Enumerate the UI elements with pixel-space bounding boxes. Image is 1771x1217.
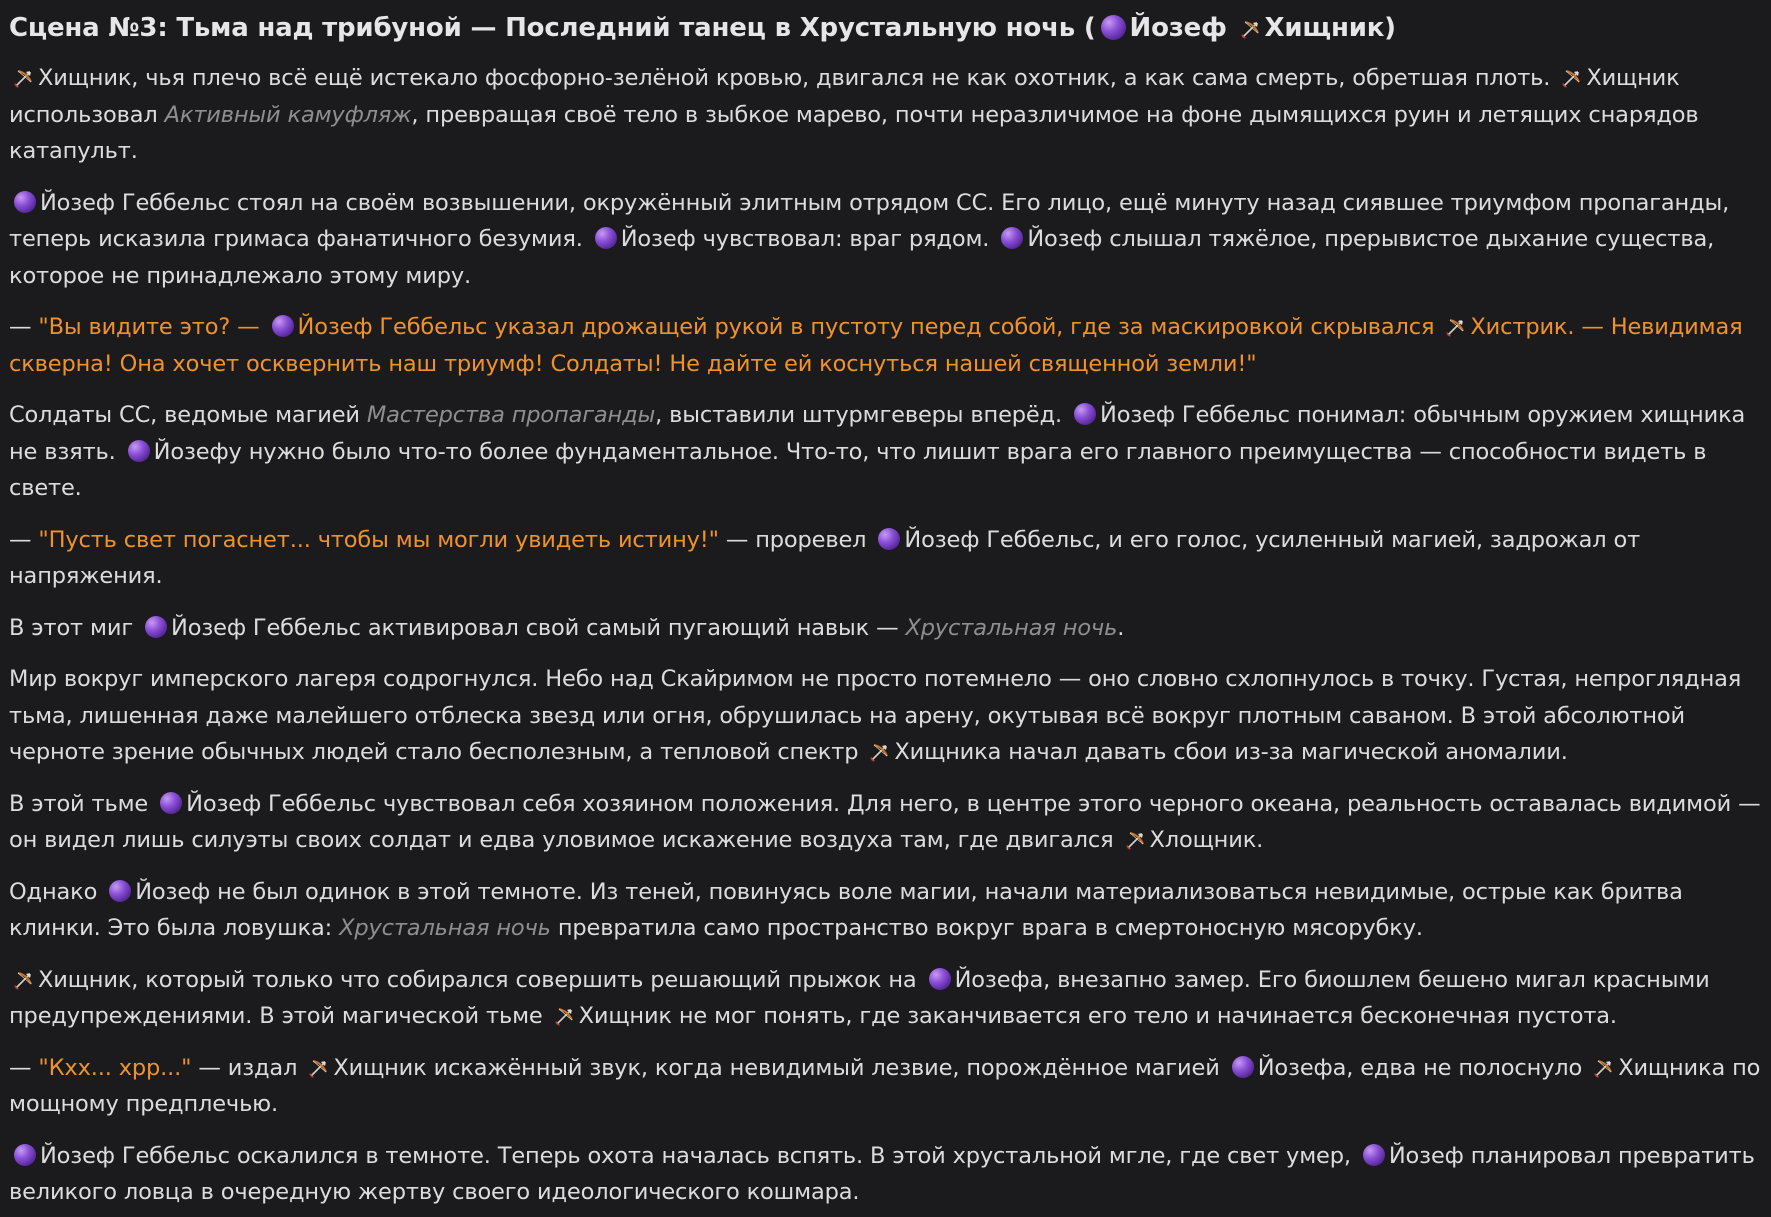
paragraph-7: Мир вокруг имперского лагеря содрогнулся. Небо над Скайримом не просто потемнело — оно словно схлопнулось в точку. Густая, непроглядная тьма, лишенная даже малейшего отблеска звезд или огня, обрушилась на арену, окутывая всё вокруг плотным саваном. В этой абсолютной черноте зрение обычных людей стало бесполезным, а тепловой спектр Хищника начал давать сбои из-за магической аномалии. [9, 666, 1742, 765]
paragraph-8: В этой тьме Йозеф Геббельс чувствовал себя хозяином положения. Для него, в центре этого черного океана, реальность оставалась видимой — он видел лишь силуэты своих солдат и едва уловимое искажение воздуха там, где двигался Хлощник. [9, 790, 1761, 853]
purple-orb-icon [878, 528, 900, 550]
purple-orb-icon [272, 315, 294, 337]
paragraph-6: В этот миг Йозеф Геббельс активировал свой самый пугающий навык — Хрустальная ночь. [9, 614, 1125, 641]
skill-active-camouflage: Активный камуфляж [164, 101, 412, 128]
purple-orb-icon [14, 191, 36, 213]
quote-text: "Вы видите это? — Йозеф Геббельс указал дрожащей рукой в пустоту перед собой, где за маскировкой скрывался Хистрик. — Невидимая скверна! Она хочет осквернить наш триумф! Солдаты! Не дайте ей коснуться нашей священной земли!" [9, 314, 1743, 377]
purple-orb-icon [1001, 227, 1023, 249]
purple-orb-icon [160, 792, 182, 814]
title-josef: Йозеф [1129, 13, 1227, 43]
paragraph-2: Йозеф Геббельс стоял на своём возвышении, окружённый элитным отрядом СС. Его лицо, ещё минуту назад сиявшее триумфом пропаганды, теперь исказила гримаса фанатичного безумия. Йозеф чувствовал: враг рядом. Йозеф слышал тяжёлое, прерывистое дыхание существа, которое не принадлежало этому миру. [9, 189, 1730, 289]
skill-propaganda-mastery: Мастерства пропаганды [366, 402, 656, 428]
purple-orb-icon [14, 1144, 36, 1166]
paragraph-11: — "Кхх... хрр..." — издал Хищник искажённый звук, когда невидимый лезвие, порождённое магией Йозефа, едва не полоснуло Хищника по мощному предплечью. [9, 1054, 1761, 1117]
paragraph-5: — "Пусть свет погаснет... чтобы мы могли увидеть истину!" — проревел Йозеф Геббельс, и его голос, усиленный магией, задрожал от напряжения. [9, 526, 1641, 589]
purple-orb-icon [1232, 1056, 1254, 1078]
bow-and-arrow-icon [1240, 18, 1262, 40]
paragraph-9: Однако Йозеф не был одинок в этой темноте. Из теней, повинуясь воле магии, начали материализоваться невидимые, острые как бритва клинки. Это была ловушка: Хрустальная ночь превратила само пространство вокруг врага в смертоносную мясорубку. [9, 878, 1683, 941]
bow-and-arrow-icon [13, 969, 35, 991]
scene-title [9, 8, 1761, 48]
bow-and-arrow-icon [1125, 829, 1147, 851]
bow-and-arrow-icon [1445, 316, 1467, 338]
bow-and-arrow-icon [13, 67, 35, 89]
bow-and-arrow-icon [1561, 67, 1583, 89]
purple-orb-icon [929, 968, 951, 990]
skill-crystal-night: Хрустальная ночь [905, 614, 1118, 641]
bow-and-arrow-icon [869, 741, 891, 763]
purple-orb-icon [1363, 1144, 1385, 1166]
quote-text: "Пусть свет погаснет... чтобы мы могли увидеть истину!" [38, 526, 719, 553]
bow-and-arrow-icon [554, 1005, 576, 1027]
purple-orb-icon [145, 616, 167, 638]
title-text: Сцена №3: Тьма над трибуной — Последний танец в Хрустальную ночь ( [9, 13, 1096, 43]
skill-crystal-night: Хрустальная ночь [339, 915, 551, 941]
bow-and-arrow-icon [1593, 1057, 1615, 1079]
purple-orb-icon [1074, 403, 1096, 425]
title-predator: Хищник) [1264, 13, 1396, 43]
purple-orb-icon [595, 227, 617, 249]
purple-orb-icon [109, 880, 131, 902]
paragraph-3: — "Вы видите это? — Йозеф Геббельс указал дрожащей рукой в пустоту перед собой, где за маскировкой скрывался Хистрик. — Невидимая скверна! Она хочет осквернить наш триумф! Солдаты! Не дайте ей коснуться нашей священной земли!" [9, 314, 1743, 377]
paragraph-4: Солдаты СС, ведомые магией Мастерства пропаганды, выставили штурмгеверы вперёд. Йозеф Геббельс понимал: обычным оружием хищника не взять. Йозефу нужно было что-то более фундаментальное. Что-то, что лишит врага его главного преимущества — способности видеть в свете. [9, 402, 1746, 501]
purple-orb-icon [1101, 15, 1126, 40]
paragraph-1: Хищник, чья плечо всё ещё истекало фосфорно-зелёной кровью, двигался не как охотник, а как сама смерть, обретшая плоть. Хищник использовал Активный камуфляж, превращая своё тело в зыбкое марево, почти неразличимое на фоне дымящихся руин и летящих снарядов катапульт. [9, 65, 1699, 164]
paragraph-10: Хищник, который только что собирался совершить решающий прыжок на Йозефа, внезапно замер. Его биошлем бешено мигал красными предупреждениями. В этой магической тьме Хищник не мог понять, где заканчивается его тело и начинается бесконечная пустота. [9, 966, 1710, 1029]
bow-and-arrow-icon [308, 1057, 330, 1079]
quote-text: "Кхх... хрр..." [38, 1054, 192, 1081]
paragraph-12: Йозеф Геббельс оскалился в темноте. Теперь охота началась вспять. В этой хрустальной мгле, где свет умер, Йозеф планировал превратить великого ловца в очередную жертву своего идеологического кошмара. [9, 1142, 1755, 1205]
purple-orb-icon [128, 440, 150, 462]
